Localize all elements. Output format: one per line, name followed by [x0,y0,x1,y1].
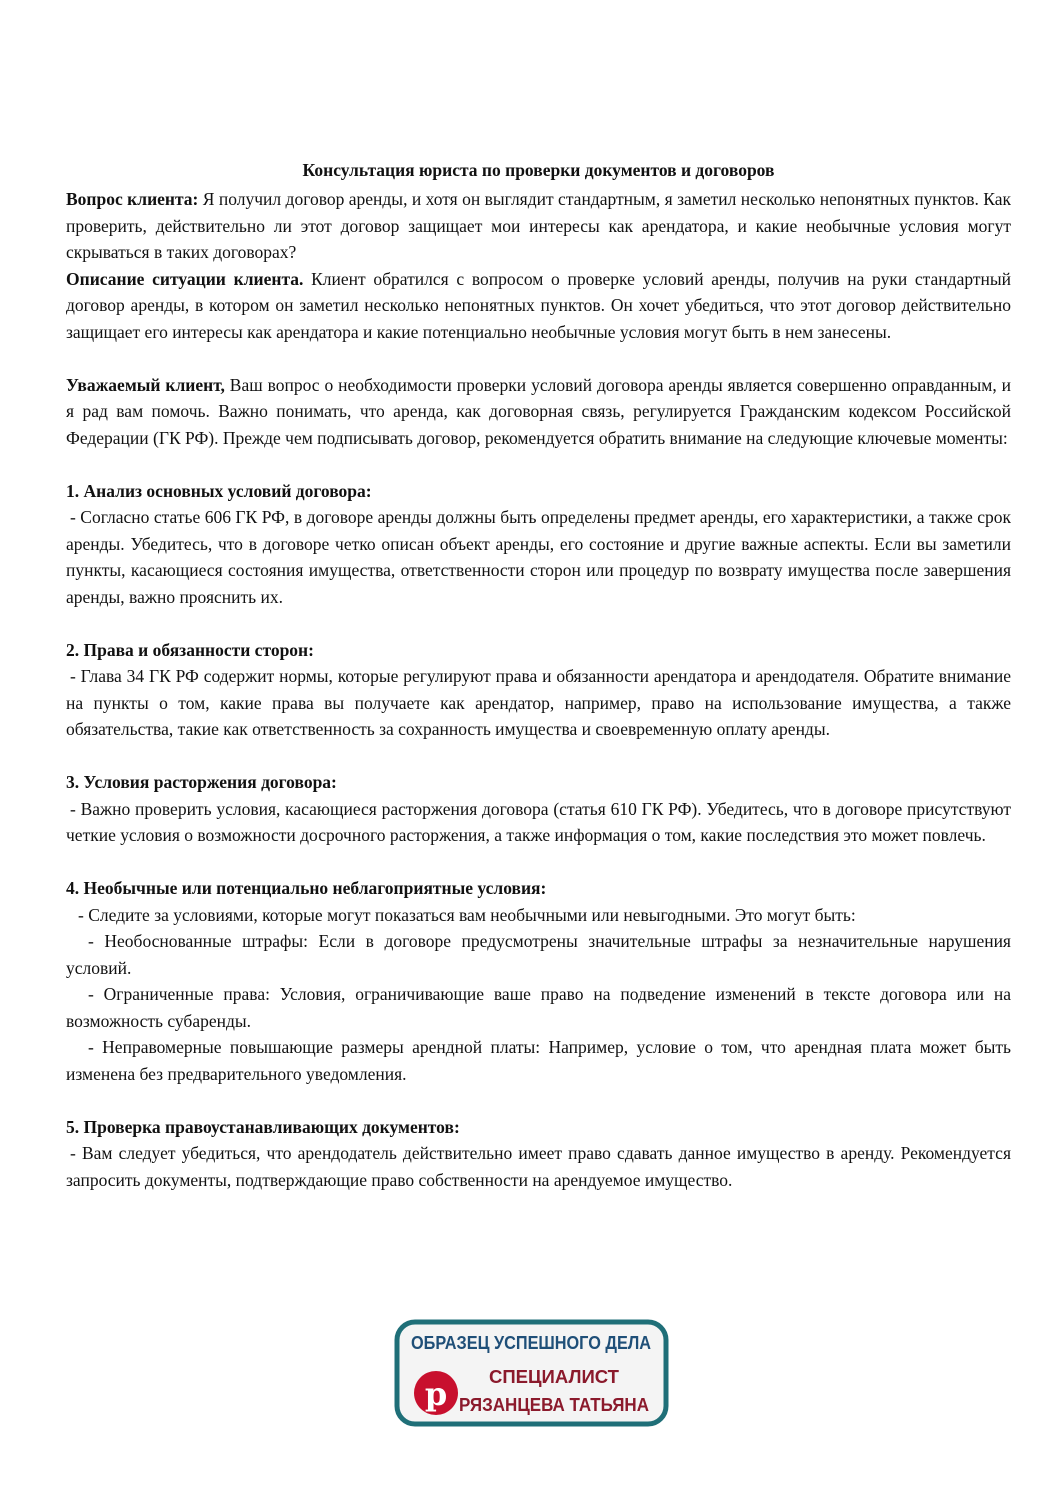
section-2-heading: 2. Права и обязанности сторон: [66,639,314,660]
client-question [66,186,1011,266]
badge-name: РЯЗАНЦЕВА ТАТЬЯНА [459,1395,649,1415]
svg-text:p: p [424,1375,448,1413]
badge-graphic [394,1319,669,1427]
section-4-item-rent: - Неправомерные повышающие размеры арендной платы: Например, условие о том, что арендная плата может быть изменена без предварительного уведомления. [66,1037,1011,1084]
specialist-badge [394,1319,669,1427]
document-body [66,158,1011,1193]
section-4-paragraph: - Следите за условиями, которые могут показаться вам необычными или невыгодными. Это могут быть: [78,904,856,925]
greeting-text: Ваш вопрос о необходимости проверки условий договора аренды является совершенно оправданным, и я рад вам помочь. Важно понимать, что аренда, как договорная связь, регулируется Гражданским кодексом Российской Федерации (ГК РФ). Прежде чем подписывать договор, рекомендуется обратить внимание на следующие ключевые моменты: [66,374,1011,448]
section-1-heading: 1. Анализ основных условий договора: [66,480,372,501]
question-label: Вопрос клиента: [66,189,199,209]
greeting-paragraph [66,372,1011,452]
badge-specialist: СПЕЦИАЛИСТ [489,1367,619,1387]
section-4-item-fines: - Необоснованные штрафы: Если в договоре предусмотрены значительные штрафы за незначительные нарушения условий. [66,931,1011,978]
question-text: Я получил договор аренды, и хотя он выглядит стандартным, я заметил несколько непонятных пунктов. Как проверить, действительно ли этот договор защищает мои интересы как арендатора, и какие необычные условия могут скрываться в таких договорах? [66,189,1011,262]
document-title: Консультация юриста по проверки документов и договоров [302,160,775,180]
section-5-heading: 5. Проверка правоустанавливающих документов: [66,1116,460,1137]
pinterest-icon [414,1371,458,1415]
situation-label: Описание ситуации клиента. [66,268,304,289]
greeting-label: Уважаемый клиент, [66,374,225,395]
section-5-paragraph: - Вам следует убедиться, что арендодатель действительно имеет право сдавать данное имущество в аренду. Рекомендуется запросить документы, подтверждающие право собственности на арендуемое имущество. [66,1143,1011,1190]
section-1-paragraph: - Согласно статье 606 ГК РФ, в договоре аренды должны быть определены предмет аренды, его характеристики, а также срок аренды. Убедитесь, что в договоре четко описан объект аренды, его состояние и другие важные аспекты. Если вы заметили пункты, касающиеся состояния имущества, ответственности сторон или процедур по возврату имущества после завершения аренды, важно прояснить их. [66,507,1011,607]
situation-description [66,266,1011,346]
badge-title: ОБРАЗЕЦ УСПЕШНОГО ДЕЛА [411,1333,651,1353]
section-3-heading: 3. Условия расторжения договора: [66,772,337,792]
situation-text: Клиент обратился с вопросом о проверке условий аренды, получив на руки стандартный договор аренды, в котором он заметил несколько непонятных пунктов. Он хочет убедиться, что этот договор действительно защищает его интересы как арендатора и какие потенциально необычные условия могут быть в нем занесены. [66,268,1012,342]
section-4-item-rights: - Ограниченные права: Условия, ограничивающие ваше право на подведение изменений в тексте договора или на возможность субаренды. [66,984,1011,1031]
section-3-paragraph: - Важно проверить условия, касающиеся расторжения договора (статья 610 ГК РФ). Убедитесь, что в договоре присутствуют четкие условия о возможности досрочного расторжения, а также информация о том, какие последствия это может повлечь. [66,798,1011,845]
section-4-heading: 4. Необычные или потенциально неблагоприятные условия: [66,878,547,898]
section-2-paragraph: - Глава 34 ГК РФ содержит нормы, которые регулируют права и обязанности арендатора и арендодателя. Обратите внимание на пункты о том, какие права вы получаете как арендатор, например, право на использование имущества, а также обязательства, такие как ответственность за сохранность имущества и своевременную оплату аренды. [66,666,1011,739]
